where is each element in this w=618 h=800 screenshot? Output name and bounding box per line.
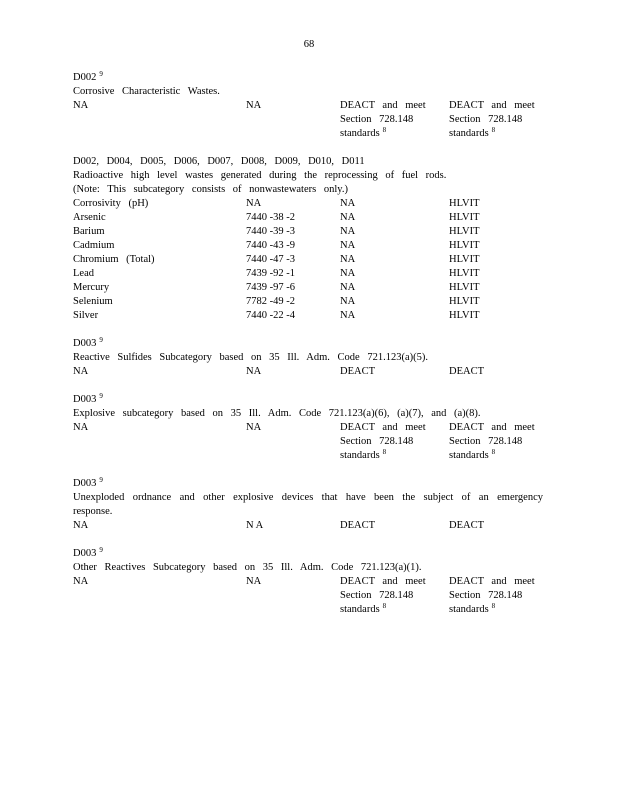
cas-number: N A bbox=[246, 520, 264, 531]
cas-number: 7440 -39 -3 bbox=[246, 226, 295, 237]
table-row bbox=[73, 253, 543, 267]
waste-section bbox=[73, 477, 543, 533]
waste-code: D002 $^9$ bbox=[73, 70, 103, 83]
cas-number: NA bbox=[246, 422, 262, 433]
constituent: Selenium bbox=[73, 296, 113, 307]
table-row bbox=[73, 281, 543, 295]
waste-table bbox=[73, 71, 543, 631]
cas-number: 7440 -43 -9 bbox=[246, 240, 295, 251]
table-row bbox=[73, 575, 543, 617]
wastewater-standard: DEACT and meet Section 728.148 standards $^8$ bbox=[340, 576, 426, 615]
nonwastewater-standard: HLVIT bbox=[449, 212, 480, 223]
table-row bbox=[73, 99, 543, 141]
nonwastewater-standard: HLVIT bbox=[449, 282, 480, 293]
cas-number: NA bbox=[246, 100, 262, 111]
wastewater-standard: NA bbox=[340, 296, 356, 307]
wastewater-standard: NA bbox=[340, 240, 356, 251]
wastewater-standard: NA bbox=[340, 254, 356, 265]
nonwastewater-standard: DEACT and meet Section 728.148 standards $^8$ bbox=[449, 422, 535, 461]
constituent: Cadmium bbox=[73, 240, 115, 251]
cas-number: 7782 -49 -2 bbox=[246, 296, 295, 307]
wastewater-standard: DEACT and meet Section 728.148 standards $^8$ bbox=[340, 422, 426, 461]
cas-number: 7440 -47 -3 bbox=[246, 254, 295, 265]
constituent: NA bbox=[73, 576, 89, 587]
waste-description: Other Reactives Subcategory based on 35 Ill. Adm. Code 721.123(a)(1). bbox=[73, 562, 422, 573]
wastewater-standard: NA bbox=[340, 198, 356, 209]
cas-number: 7439 -92 -1 bbox=[246, 268, 295, 279]
wastewater-standard: NA bbox=[340, 268, 356, 279]
cas-number: NA bbox=[246, 576, 262, 587]
waste-section bbox=[73, 337, 543, 379]
constituent: NA bbox=[73, 100, 89, 111]
table-row bbox=[73, 197, 543, 211]
table-row bbox=[73, 225, 543, 239]
cas-number: 7440 -38 -2 bbox=[246, 212, 295, 223]
table-row bbox=[73, 421, 543, 463]
table-row bbox=[73, 239, 543, 253]
waste-description: Unexploded ordnance and other explosive devices that have been the subject of an emergency response. bbox=[73, 492, 543, 517]
table-row bbox=[73, 309, 543, 323]
waste-description: Reactive Sulfides Subcategory based on 35 Ill. Adm. Code 721.123(a)(5). bbox=[73, 352, 428, 363]
constituent: Lead bbox=[73, 268, 94, 279]
constituent: NA bbox=[73, 422, 89, 433]
waste-description: Explosive subcategory based on 35 Ill. Adm. Code 721.123(a)(6), (a)(7), and (a)(8). bbox=[73, 408, 481, 419]
waste-section bbox=[73, 155, 543, 323]
waste-code: D003 $^9$ bbox=[73, 476, 103, 489]
table-row bbox=[73, 267, 543, 281]
table-row bbox=[73, 519, 543, 533]
nonwastewater-standard: HLVIT bbox=[449, 226, 480, 237]
cas-number: 7440 -22 -4 bbox=[246, 310, 295, 321]
constituent: Barium bbox=[73, 226, 105, 237]
constituent: Mercury bbox=[73, 282, 110, 293]
table-row bbox=[73, 365, 543, 379]
waste-code: D003 $^9$ bbox=[73, 336, 103, 349]
constituent: NA bbox=[73, 366, 89, 377]
waste-section bbox=[73, 547, 543, 617]
nonwastewater-standard: HLVIT bbox=[449, 240, 480, 251]
wastewater-standard: NA bbox=[340, 212, 356, 223]
nonwastewater-standard: DEACT and meet Section 728.148 standards $^8$ bbox=[449, 100, 535, 139]
waste-code: D003 $^9$ bbox=[73, 546, 103, 559]
constituent: Arsenic bbox=[73, 212, 106, 223]
waste-code: D002, D004, D005, D006, D007, D008, D009, D010, D011 bbox=[73, 156, 365, 167]
waste-code: D003 $^9$ bbox=[73, 392, 103, 405]
waste-description: Radioactive high level wastes generated during the reprocessing of fuel rods. bbox=[73, 170, 447, 181]
cas-number: NA bbox=[246, 198, 262, 209]
wastewater-standard: NA bbox=[340, 282, 356, 293]
nonwastewater-standard: HLVIT bbox=[449, 254, 480, 265]
wastewater-standard: DEACT bbox=[340, 366, 375, 377]
wastewater-standard: DEACT bbox=[340, 520, 375, 531]
wastewater-standard: DEACT and meet Section 728.148 standards $^8$ bbox=[340, 100, 426, 139]
page-number: 68 bbox=[303, 39, 315, 50]
cas-number: 7439 -97 -6 bbox=[246, 282, 295, 293]
wastewater-standard: NA bbox=[340, 310, 356, 321]
nonwastewater-standard: DEACT bbox=[449, 520, 484, 531]
constituent: Corrosivity (pH) bbox=[73, 198, 149, 209]
waste-section bbox=[73, 71, 543, 141]
constituent: NA bbox=[73, 520, 89, 531]
waste-description: Corrosive Characteristic Wastes. bbox=[73, 86, 220, 97]
waste-section bbox=[73, 393, 543, 463]
nonwastewater-standard: HLVIT bbox=[449, 296, 480, 307]
table-row bbox=[73, 295, 543, 309]
nonwastewater-standard: HLVIT bbox=[449, 198, 480, 209]
constituent: Chromium (Total) bbox=[73, 254, 155, 265]
waste-note: (Note: This subcategory consists of nonwastewaters only.) bbox=[73, 184, 348, 195]
cas-number: NA bbox=[246, 366, 262, 377]
nonwastewater-standard: HLVIT bbox=[449, 268, 480, 279]
constituent: Silver bbox=[73, 310, 99, 321]
nonwastewater-standard: DEACT and meet Section 728.148 standards $^8$ bbox=[449, 576, 535, 615]
nonwastewater-standard: DEACT bbox=[449, 366, 484, 377]
table-row bbox=[73, 211, 543, 225]
wastewater-standard: NA bbox=[340, 226, 356, 237]
nonwastewater-standard: HLVIT bbox=[449, 310, 480, 321]
